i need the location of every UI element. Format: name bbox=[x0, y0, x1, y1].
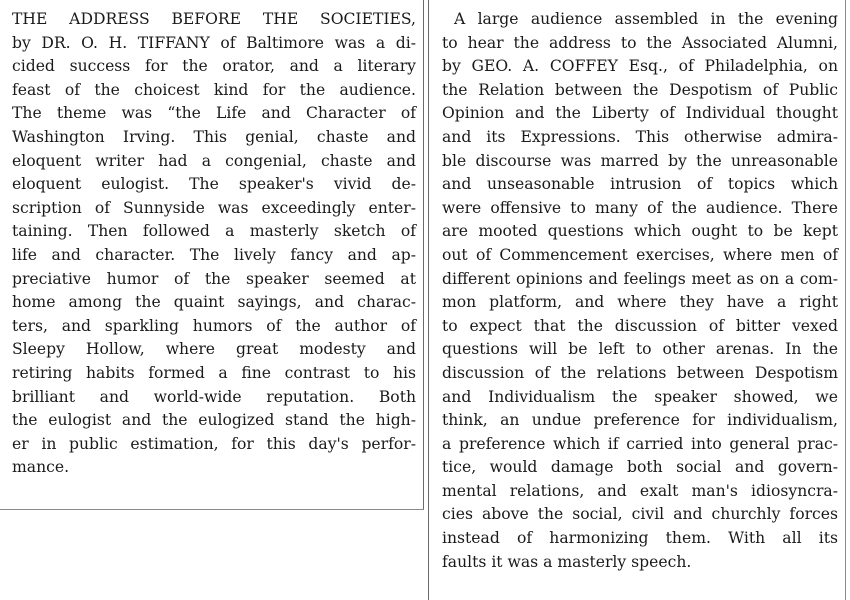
text-line: ters, and sparkling humors of the author of bbox=[12, 316, 416, 335]
article-end-rule bbox=[0, 509, 424, 510]
text-line: The theme was “the Life and Character of bbox=[12, 104, 416, 123]
text-line: the eulogist and the eulogized stand the high- bbox=[12, 411, 416, 430]
text-line: life and character. The lively fancy and ap- bbox=[12, 245, 416, 264]
text-line: out of Commencement exercises, where men of bbox=[442, 245, 838, 264]
text-line: cided success for the orator, and a literary bbox=[12, 57, 416, 76]
right-column bbox=[428, 0, 850, 600]
text-line: retiring habits formed a fine contrast to his bbox=[12, 363, 416, 382]
text-line: the Relation between the Despotism of Public bbox=[442, 80, 838, 99]
text-line: cies above the social, civil and churchly forces bbox=[442, 505, 838, 524]
text-line: are mooted questions which ought to be kept bbox=[442, 222, 838, 241]
text-line: mance. bbox=[12, 458, 70, 477]
text-line: eloquent writer had a congenial, chaste and bbox=[12, 151, 416, 170]
text-line: feast of the choicest kind for the audience. bbox=[12, 80, 416, 99]
text-line: Sleepy Hollow, where great modesty and bbox=[12, 340, 416, 359]
text-line: mon platform, and where they have a right bbox=[442, 293, 838, 312]
text-line: think, an undue preference for individualism, bbox=[442, 411, 838, 430]
text-line: er in public estimation, for this day's perfor- bbox=[12, 434, 416, 453]
article-heading-line: THE ADDRESS BEFORE THE SOCIETIES, bbox=[12, 10, 416, 28]
text-line: and its Expressions. This otherwise admira- bbox=[442, 127, 838, 146]
text-line: different opinions and feelings meet as on a com- bbox=[442, 269, 838, 288]
text-line: ble discourse was marred by the unreasonable bbox=[442, 151, 838, 170]
text-line: preciative humor of the speaker seemed at bbox=[12, 269, 416, 288]
text-line: were offensive to many of the audience. There bbox=[442, 198, 838, 217]
text-line: scription of Sunnyside was exceedingly enter- bbox=[12, 198, 416, 217]
text-line: taining. Then followed a masterly sketch of bbox=[12, 222, 416, 241]
text-line: questions will be left to other arenas. In the bbox=[442, 340, 838, 359]
text-line: home among the quaint sayings, and charac- bbox=[12, 293, 416, 312]
text-line: by DR. O. H. TIFFANY of Baltimore was a di- bbox=[12, 33, 416, 52]
text-line: and unseasonable intrusion of topics which bbox=[442, 175, 838, 194]
text-line: mental relations, and exalt man's idiosyncra- bbox=[442, 481, 838, 500]
column-divider bbox=[423, 0, 424, 510]
text-line: instead of harmonizing them. With all its bbox=[442, 529, 838, 548]
article-address-before-societies bbox=[12, 8, 416, 480]
text-line: to expect that the discussion of bitter vexed bbox=[442, 316, 838, 335]
text-line: Washington Irving. This genial, chaste and bbox=[12, 127, 416, 146]
column-divider bbox=[845, 0, 846, 600]
text-line: a preference which if carried into general prac- bbox=[442, 434, 838, 453]
text-line: tice, would damage both social and govern- bbox=[442, 458, 838, 477]
text-line: eloquent eulogist. The speaker's vivid de- bbox=[12, 175, 416, 194]
text-line: Opinion and the Liberty of Individual thought bbox=[442, 104, 838, 123]
text-line: discussion of the relations between Despotism bbox=[442, 363, 838, 382]
text-line: to hear the address to the Associated Alumni, bbox=[442, 33, 838, 52]
text-line: and Individualism the speaker showed, we bbox=[442, 387, 838, 406]
text-line: brilliant and world-wide reputation. Both bbox=[12, 387, 416, 406]
text-line: faults it was a masterly speech. bbox=[442, 552, 692, 571]
column-divider bbox=[428, 0, 429, 600]
text-line: by GEO. A. COFFEY Esq., of Philadelphia, on bbox=[442, 57, 838, 76]
text-line: A large audience assembled in the evening bbox=[454, 10, 838, 28]
article-address-associated-alumni bbox=[442, 8, 838, 574]
